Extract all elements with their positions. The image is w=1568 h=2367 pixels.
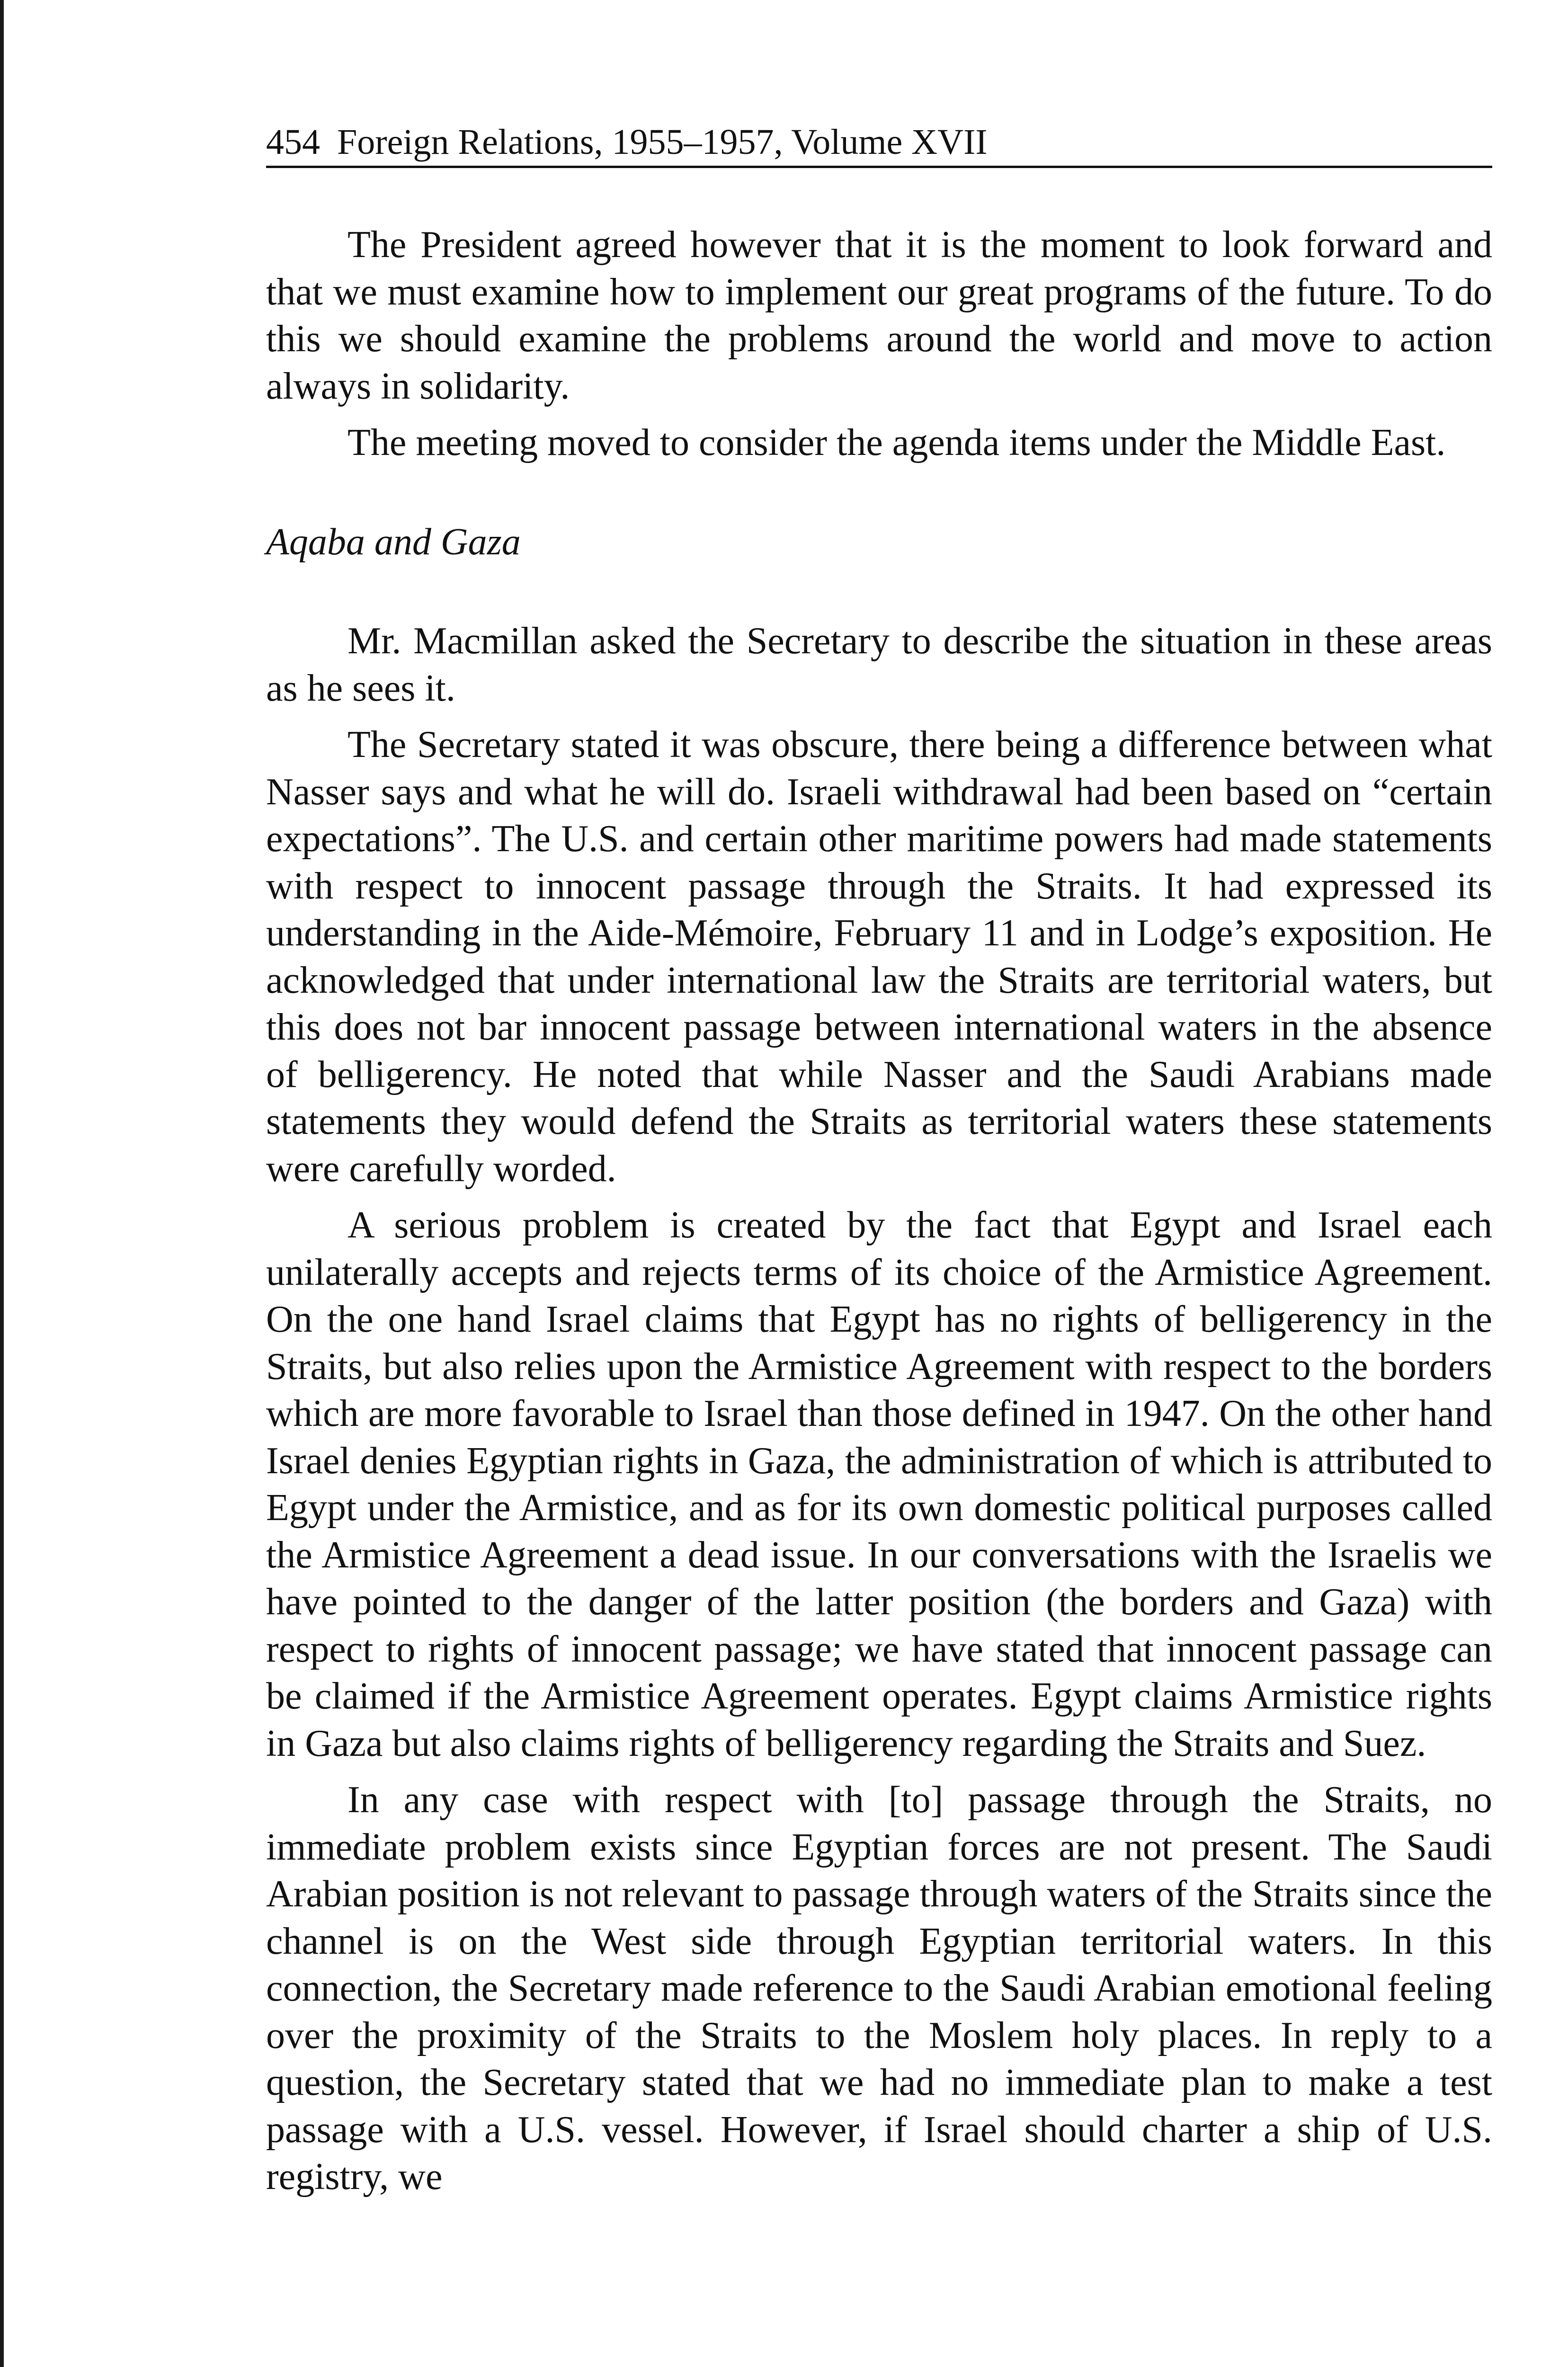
running-title: Foreign Relations, 1955–1957, Volume XVII bbox=[337, 122, 988, 162]
scan-edge bbox=[0, 0, 4, 2367]
paragraph: The Secretary stated it was obscure, there being a difference between what Nasser says and what he will do. Israeli withdrawal had been based on “certain expectations”. The U.S. and certain other maritime powers had made statements with respect to innocent passage through the Straits. It had expressed its understanding in the Aide-Mémoire, February 11 and in Lodge’s exposition. He acknowledged that under international law the Straits are territorial waters, but this does not bar innocent passage between international waters in the absence of belligerency. He noted that while Nasser and the Saudi Arabians made statements they would defend the Straits as territorial waters these statements were carefully worded. bbox=[266, 724, 1492, 1190]
paragraph: The meeting moved to consider the agenda items under the Middle East. bbox=[347, 422, 1446, 463]
paragraph: A serious problem is created by the fact that Egypt and Israel each unilaterally accepts and rejects terms of its choice of the Armistice Agreement. On the one hand Israel claims that Egypt has no rights of belligerency in the Straits, but also relies upon the Armistice Agreement with respect to the borders which are more favorable to Israel than those defined in 1947. On the other hand Israel denies Egyptian rights in Gaza, the administration of which is attributed to Egypt under the Armistice, and as for its own domestic political purposes called the Armistice Agreement a dead issue. In our conversations with the Israelis we have pointed to the danger of the latter position (the borders and Gaza) with respect to rights of innocent passage; we have stated that innocent passage can be claimed if the Armistice Agreement operates. Egypt claims Armistice rights in Gaza but also claims rights of belligerency regarding the Straits and Suez. bbox=[266, 1204, 1492, 1764]
section-heading: Aqaba and Gaza bbox=[266, 521, 521, 563]
body-text bbox=[266, 222, 1492, 2210]
paragraph: In any case with respect with [to] passage through the Straits, no immediate problem exists since Egyptian forces are not present. The Saudi Arabian position is not relevant to passage through waters of the Straits since the channel is on the West side through Egyptian territorial waters. In this connection, the Secretary made reference to the Saudi Arabian emotional feeling over the proximity of the Straits to the Moslem holy places. In reply to a question, the Secretary stated that we had no immediate plan to make a test passage with a U.S. vessel. However, if Israel should charter a ship of U.S. registry, we bbox=[266, 1779, 1492, 2198]
paragraph: The President agreed however that it is the moment to look forward and that we must examine how to implement our great programs of the future. To do this we should examine the problems around the world and move to action always in solidarity. bbox=[266, 224, 1492, 407]
paragraph: Mr. Macmillan asked the Secretary to describe the situation in these areas as he sees it. bbox=[266, 620, 1492, 709]
page-number: 454 bbox=[266, 122, 320, 162]
running-head bbox=[266, 118, 1492, 168]
